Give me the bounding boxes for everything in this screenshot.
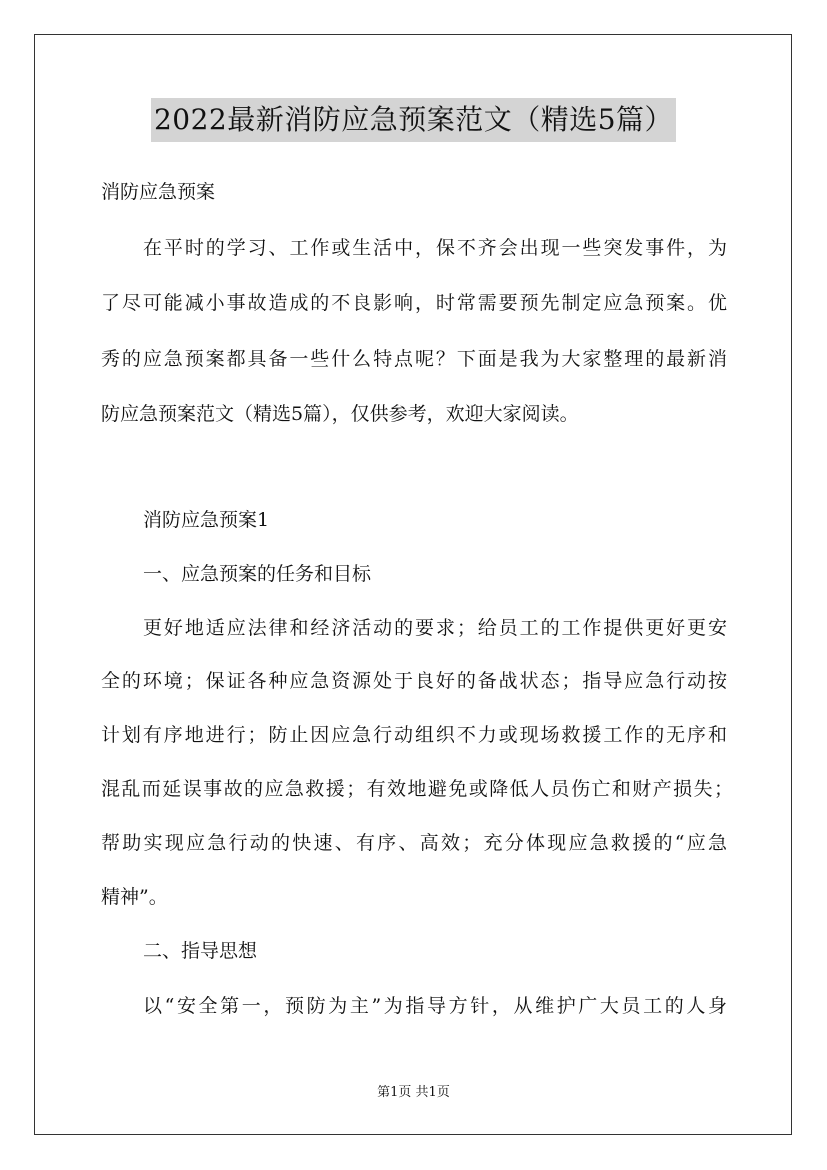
part-heading: 二、指导思想	[143, 940, 258, 962]
body-line: 精神”。	[101, 886, 168, 908]
body-line: 混乱而延误事故的应急救援；有效地避免或降低人员伤亡和财产损失；	[101, 778, 733, 800]
document-title: 2022最新消防应急预案范文（精选5篇）	[151, 98, 676, 142]
section-title: 消防应急预案1	[143, 509, 270, 531]
body-line: 以“安全第一，预防为主”为指导方针，从维护广大员工的人身	[143, 995, 727, 1017]
page-footer: 第1页 共1页	[377, 1085, 450, 1100]
intro-line: 了尽可能减小事故造成的不良影响，时常需要预先制定应急预案。优	[101, 292, 727, 314]
body-line: 更好地适应法律和经济活动的要求；给员工的工作提供更好更安	[143, 617, 727, 639]
part-heading: 一、应急预案的任务和目标	[143, 563, 372, 585]
body-line: 帮助实现应急行动的快速、有序、高效；充分体现应急救援的“应急	[101, 832, 727, 854]
document-heading: 消防应急预案	[101, 181, 216, 203]
intro-line: 防应急预案范文（精选5篇），仅供参考，欢迎大家阅读。	[101, 403, 579, 425]
intro-line: 秀的应急预案都具备一些什么特点呢？下面是我为大家整理的最新消	[101, 348, 727, 370]
intro-line: 在平时的学习、工作或生活中，保不齐会出现一些突发事件，为	[143, 237, 727, 259]
title-container	[0, 98, 827, 142]
body-line: 全的环境；保证各种应急资源处于良好的备战状态；指导应急行动按	[101, 670, 727, 692]
body-line: 计划有序地进行；防止因应急行动组织不力或现场救援工作的无序和	[101, 724, 727, 746]
